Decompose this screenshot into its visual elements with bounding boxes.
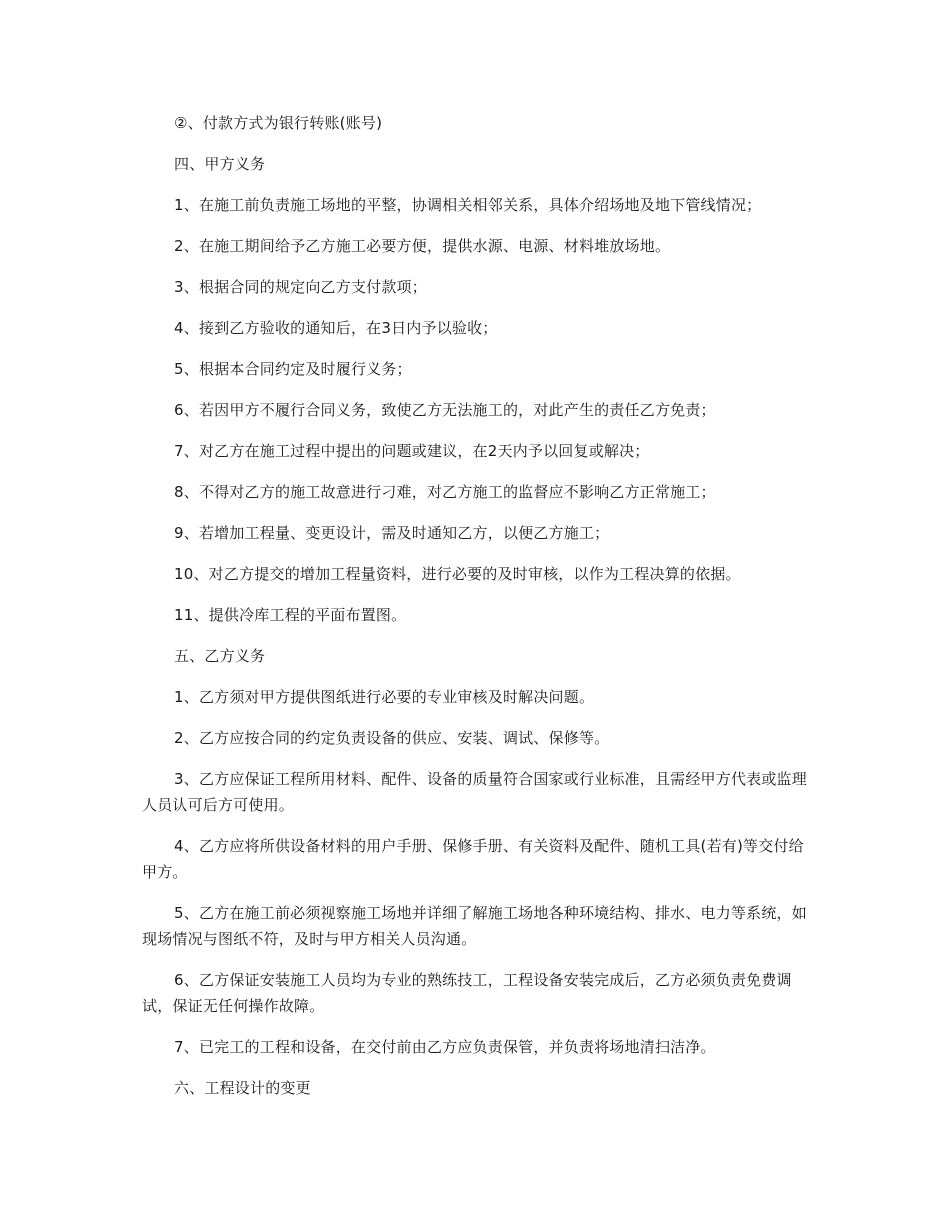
party-a-clause-4: 4、接到乙方验收的通知后，在3日内予以验收； [174, 319, 498, 337]
party-a-clause-2: 2、在施工期间给予乙方施工必要方便，提供水源、电源、材料堆放场地。 [174, 237, 671, 255]
section-heading-party-a-obligations: 四、甲方义务 [174, 155, 266, 173]
party-a-clause-9: 9、若增加工程量、变更设计，需及时通知乙方，以便乙方施工； [174, 524, 610, 542]
party-b-clause-2: 2、乙方应按合同的约定负责设备的供应、安装、调试、保修等。 [174, 729, 610, 747]
party-b-clause-4: 4、乙方应将所供设备材料的用户手册、保修手册、有关资料及配件、随机工具(若有)等交付给甲方。 [142, 837, 804, 881]
payment-method-paragraph: ②、付款方式为银行转账(账号) [174, 114, 383, 132]
party-b-clause-1: 1、乙方须对甲方提供图纸进行必要的专业审核及时解决问题。 [174, 688, 595, 706]
party-a-clause-5: 5、根据本合同约定及时履行义务； [174, 360, 412, 378]
party-b-clause-7: 7、已完工的工程和设备，在交付前由乙方应负责保管，并负责将场地清扫洁净。 [174, 1038, 716, 1056]
party-b-clause-6: 6、乙方保证安装施工人员均为专业的熟练技工，工程设备安装完成后，乙方必须负责免费调试，保证无任何操作故障。 [142, 971, 792, 1015]
party-a-clause-11: 11、提供冷库工程的平面布置图。 [174, 606, 407, 624]
section-heading-design-changes: 六、工程设计的变更 [174, 1079, 311, 1097]
party-a-clause-6: 6、若因甲方不履行合同义务，致使乙方无法施工的，对此产生的责任乙方免责； [174, 401, 716, 419]
party-b-clause-5: 5、乙方在施工前必须视察施工场地并详细了解施工场地各种环境结构、排水、电力等系统，如现场情况与图纸不符，及时与甲方相关人员沟通。 [142, 904, 807, 948]
party-a-clause-10: 10、对乙方提交的增加工程量资料，进行必要的及时审核，以作为工程决算的依据。 [174, 565, 741, 583]
section-heading-party-b-obligations: 五、乙方义务 [174, 647, 266, 665]
party-b-clause-3: 3、乙方应保证工程所用材料、配件、设备的质量符合国家或行业标准，且需经甲方代表或监理人员认可后方可使用。 [142, 770, 807, 814]
party-a-clause-7: 7、对乙方在施工过程中提出的问题或建议，在2天内予以回复或解决； [174, 442, 650, 460]
party-a-clause-1: 1、在施工前负责施工场地的平整，协调相关相邻关系，具体介绍场地及地下管线情况； [174, 196, 762, 214]
party-a-clause-3: 3、根据合同的规定向乙方支付款项； [174, 278, 427, 296]
party-a-clause-8: 8、不得对乙方的施工故意进行刁难，对乙方施工的监督应不影响乙方正常施工； [174, 483, 716, 501]
